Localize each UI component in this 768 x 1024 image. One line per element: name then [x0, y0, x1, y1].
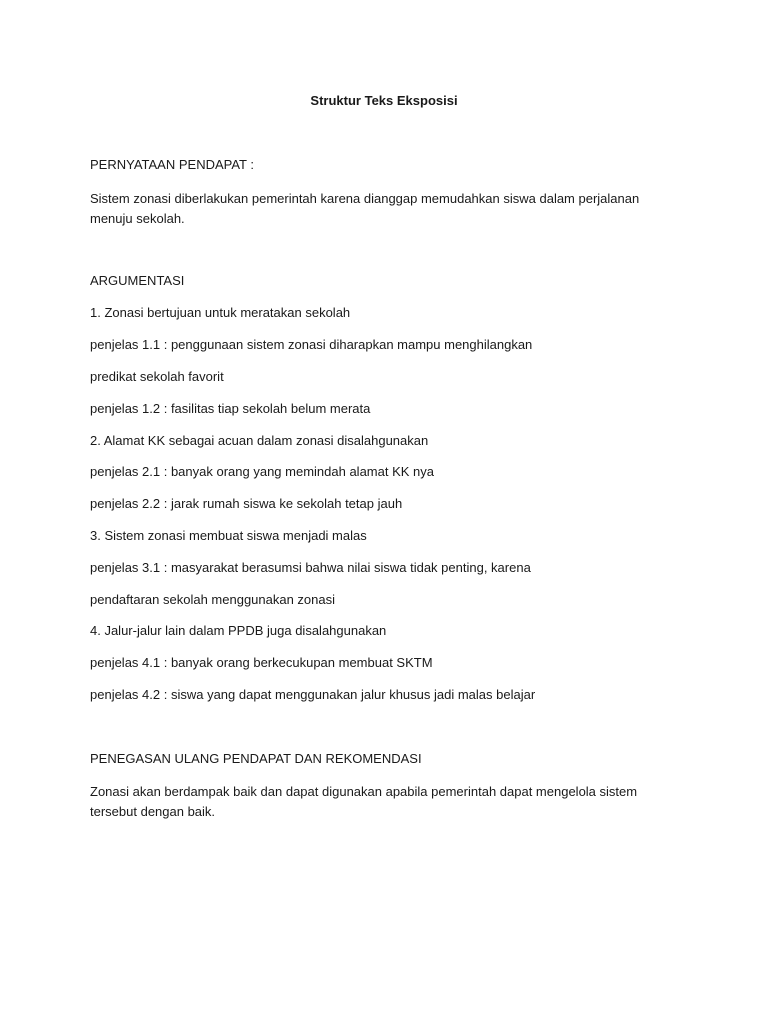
argument-line: penjelas 4.2 : siswa yang dapat menggunakan jalur khusus jadi malas belajar: [90, 687, 536, 702]
argument-line: penjelas 3.1 : masyarakat berasumsi bahwa nilai siswa tidak penting, karena: [90, 560, 531, 575]
argument-line: pendaftaran sekolah menggunakan zonasi: [90, 592, 336, 607]
argument-line: penjelas 2.1 : banyak orang yang memindah alamat KK nya: [90, 464, 434, 479]
argument-line: 1. Zonasi bertujuan untuk meratakan sekolah: [90, 305, 351, 320]
document-title: Struktur Teks Eksposisi: [310, 93, 458, 108]
argument-line: 3. Sistem zonasi membuat siswa menjadi malas: [90, 528, 367, 543]
argument-line: penjelas 1.1 : penggunaan sistem zonasi diharapkan mampu menghilangkan: [90, 337, 533, 352]
section-heading-pendapat: PERNYATAAN PENDAPAT :: [90, 157, 254, 172]
section-heading-argumentasi: ARGUMENTASI: [90, 273, 185, 288]
argument-line: 4. Jalur-jalur lain dalam PPDB juga disalahgunakan: [90, 623, 387, 638]
argument-line: penjelas 1.2 : fasilitas tiap sekolah belum merata: [90, 401, 371, 416]
argument-line: penjelas 2.2 : jarak rumah siswa ke sekolah tetap jauh: [90, 496, 403, 511]
argument-line: 2. Alamat KK sebagai acuan dalam zonasi disalahgunakan: [90, 433, 429, 448]
section-heading-penegasan: PENEGASAN ULANG PENDAPAT DAN REKOMENDASI: [90, 751, 422, 766]
argument-line: predikat sekolah favorit: [90, 369, 224, 384]
paragraph-pendapat: Sistem zonasi diberlakukan pemerintah karena dianggap memudahkan siswa dalam perjalanan menuju sekolah.: [90, 191, 640, 226]
paragraph-penegasan: Zonasi akan berdampak baik dan dapat digunakan apabila pemerintah dapat mengelola sistem tersebut dengan baik.: [90, 784, 638, 819]
argument-line: penjelas 4.1 : banyak orang berkecukupan membuat SKTM: [90, 655, 433, 670]
